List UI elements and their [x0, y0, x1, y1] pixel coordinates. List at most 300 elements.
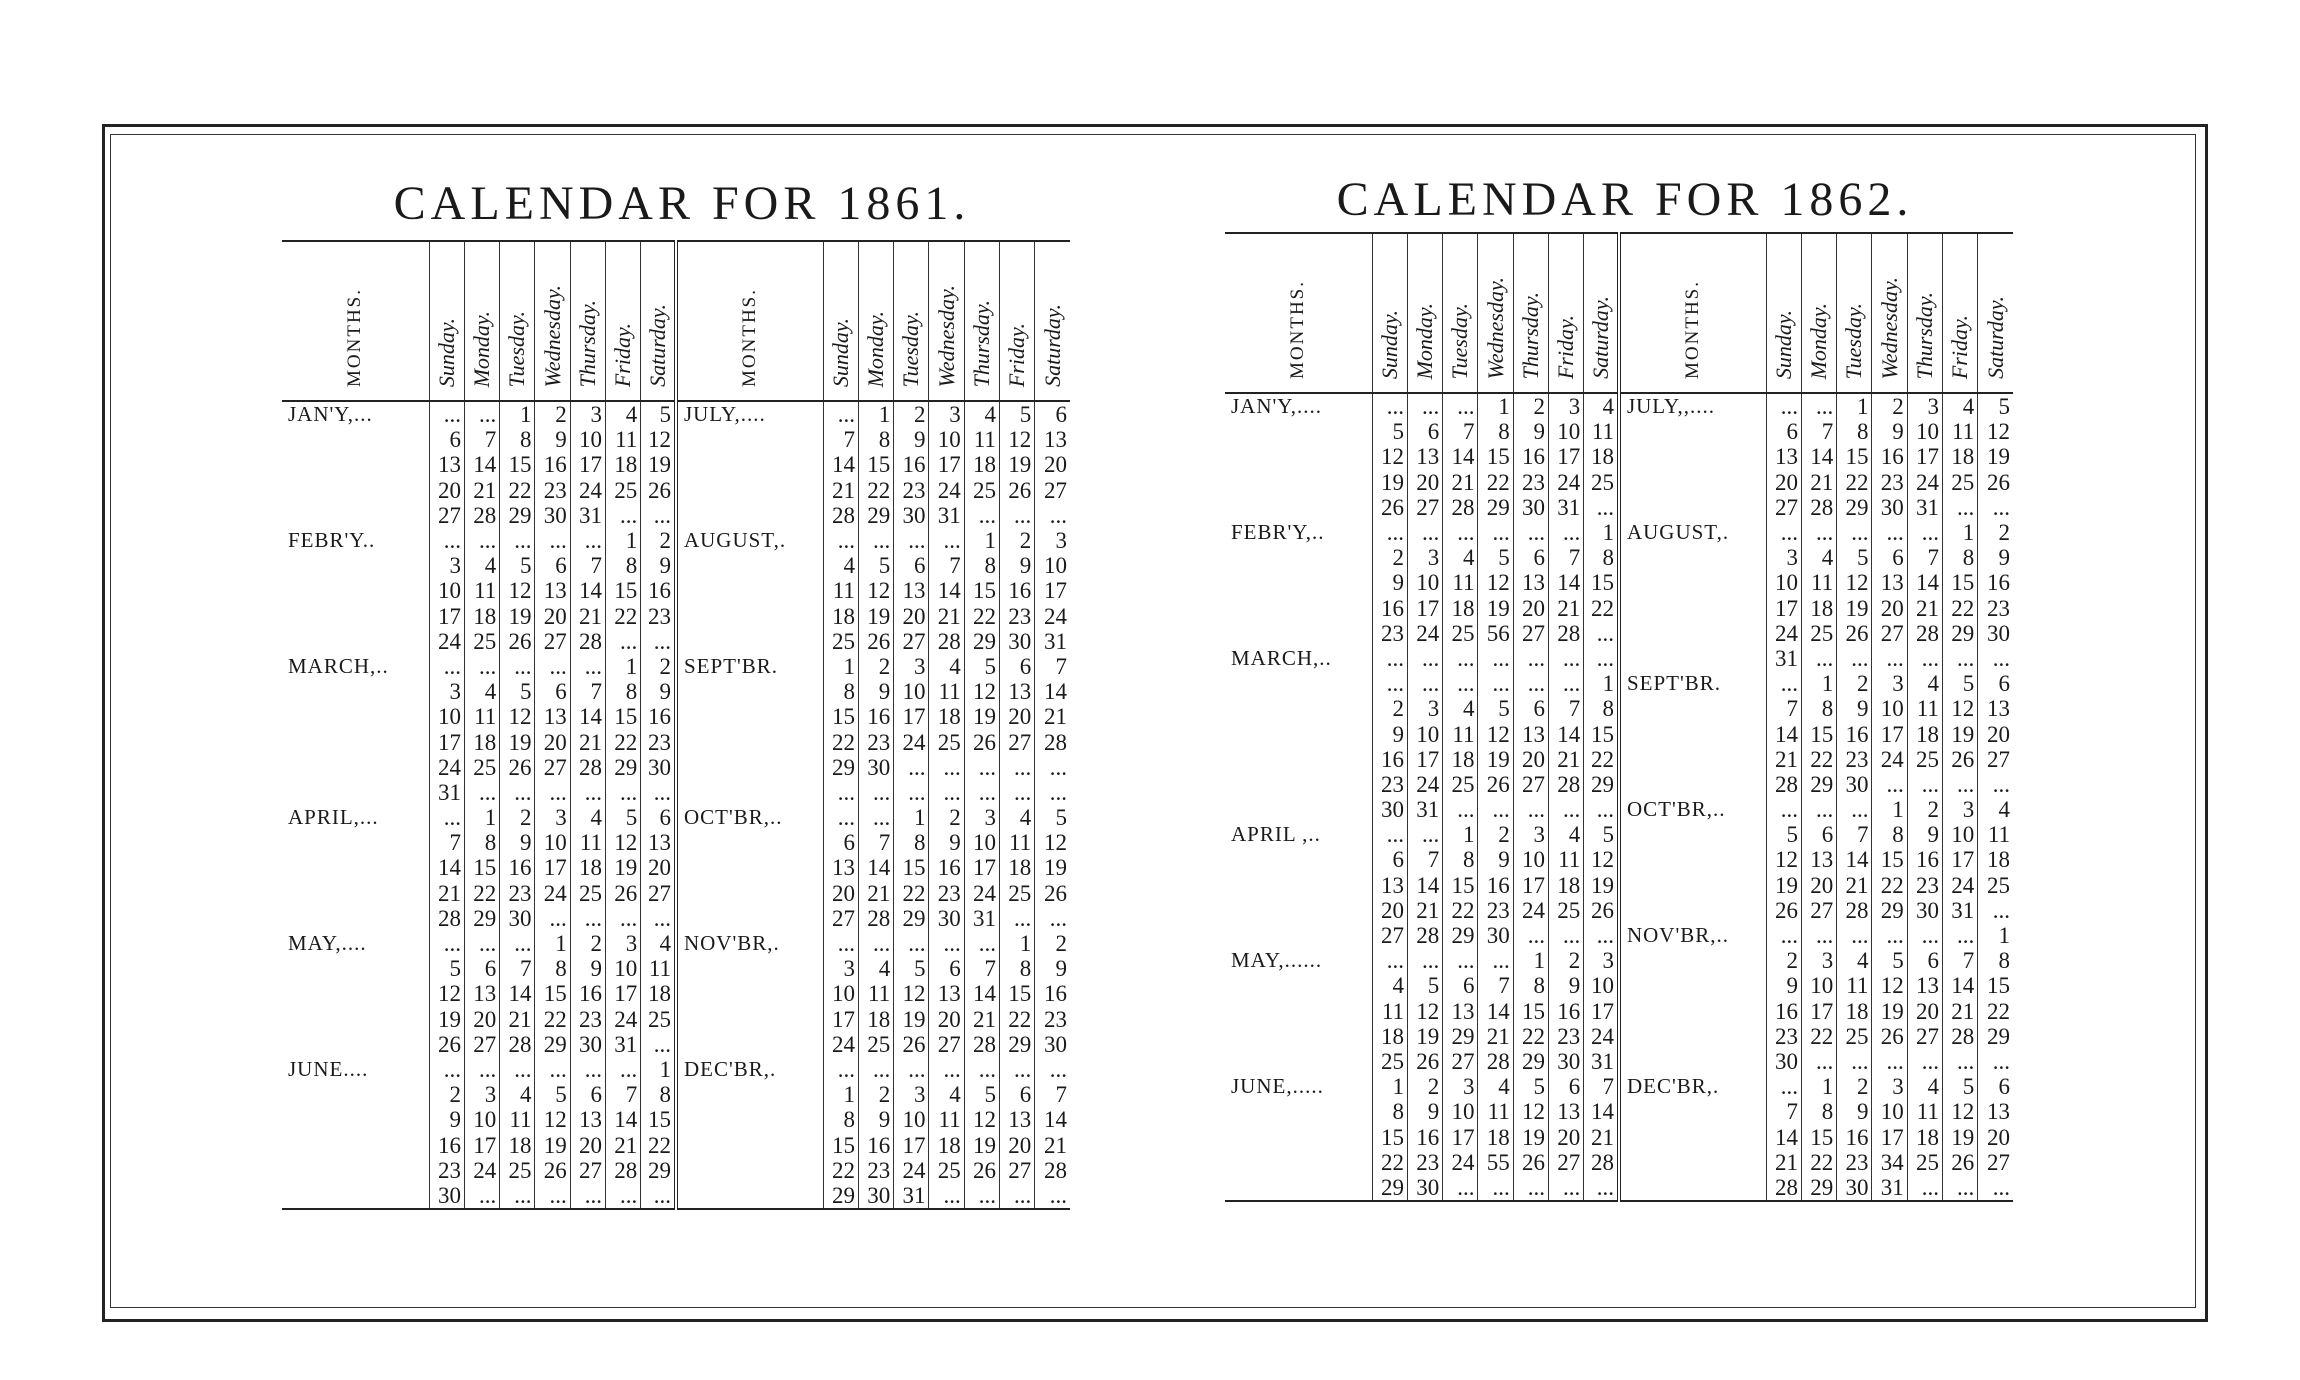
- day-cell: 30: [894, 503, 929, 528]
- day-cell: ...: [1478, 520, 1513, 545]
- weekday-header-label: Thursday.: [1911, 291, 1937, 379]
- day-cell: 16: [1766, 999, 1801, 1024]
- weekday-column-header: [570, 241, 605, 401]
- day-cell: 26: [858, 629, 893, 654]
- month-label-empty: [282, 704, 429, 729]
- day-cell: 4: [929, 654, 964, 679]
- month-label-empty: [1619, 948, 1766, 973]
- weekday-column-header: [1837, 233, 1872, 393]
- month-label-empty: [1225, 797, 1372, 822]
- month-label-empty: [676, 478, 823, 503]
- day-cell: ...: [1978, 1049, 2013, 1074]
- day-cell: 12: [1035, 830, 1070, 855]
- day-cell: ...: [964, 931, 999, 956]
- day-cell: 30: [858, 755, 893, 780]
- day-cell: 28: [1035, 1158, 1070, 1183]
- month-label-empty: [282, 1158, 429, 1183]
- table-row: [282, 931, 1070, 956]
- day-cell: 13: [999, 679, 1034, 704]
- weekday-column-header: [929, 241, 964, 401]
- months-header-label: MONTHS.: [1682, 280, 1704, 379]
- day-cell: 26: [1766, 898, 1801, 923]
- day-cell: 28: [1035, 729, 1070, 754]
- month-label-empty: [1225, 495, 1372, 520]
- month-label-empty: [282, 1183, 429, 1209]
- day-cell: 21: [1548, 596, 1583, 621]
- day-cell: ...: [1372, 520, 1407, 545]
- month-label-empty: [282, 981, 429, 1006]
- month-label-empty: [676, 553, 823, 578]
- day-cell: ...: [999, 503, 1034, 528]
- day-cell: 18: [1907, 721, 1942, 746]
- day-cell: 14: [1407, 873, 1442, 898]
- month-label: OCT'BR,..: [676, 805, 823, 830]
- day-cell: 17: [1407, 747, 1442, 772]
- day-cell: 25: [964, 478, 999, 503]
- day-cell: 19: [1872, 999, 1907, 1024]
- day-cell: 21: [1907, 596, 1942, 621]
- table-row: [282, 503, 1070, 528]
- day-cell: 7: [1035, 654, 1070, 679]
- day-cell: 6: [999, 1082, 1034, 1107]
- day-cell: 13: [1872, 570, 1907, 595]
- month-label-empty: [1619, 1175, 1766, 1201]
- calendar-table-1861: [282, 240, 1070, 1210]
- day-cell: 7: [1766, 1099, 1801, 1124]
- day-cell: ...: [500, 1183, 535, 1209]
- day-cell: 15: [1372, 1124, 1407, 1149]
- months-column-header: [282, 241, 429, 401]
- day-cell: 20: [1907, 999, 1942, 1024]
- day-cell: 29: [1443, 923, 1478, 948]
- day-cell: 4: [1443, 545, 1478, 570]
- day-cell: 16: [929, 855, 964, 880]
- day-cell: 21: [858, 881, 893, 906]
- day-cell: ...: [641, 629, 676, 654]
- day-cell: 23: [1407, 1150, 1442, 1175]
- day-cell: 12: [500, 578, 535, 603]
- day-cell: 6: [535, 679, 570, 704]
- month-label-empty: [1619, 1124, 1766, 1149]
- day-cell: 27: [1766, 495, 1801, 520]
- day-cell: ...: [1513, 646, 1548, 671]
- weekday-column-header: [1513, 233, 1548, 393]
- day-cell: 4: [1478, 1074, 1513, 1099]
- day-cell: 25: [464, 629, 499, 654]
- day-cell: 31: [570, 503, 605, 528]
- month-label-empty: [676, 755, 823, 780]
- day-cell: ...: [1443, 646, 1478, 671]
- day-cell: 21: [570, 604, 605, 629]
- day-cell: 20: [1872, 596, 1907, 621]
- day-cell: 8: [1942, 545, 1977, 570]
- day-cell: 18: [605, 452, 640, 477]
- day-cell: 28: [1801, 495, 1836, 520]
- day-cell: 11: [1443, 570, 1478, 595]
- day-cell: 16: [1478, 873, 1513, 898]
- months-header-label: MONTHS.: [739, 288, 761, 387]
- weekday-column-header: [500, 241, 535, 401]
- day-cell: 1: [1584, 520, 1619, 545]
- day-cell: 24: [1035, 604, 1070, 629]
- day-cell: 7: [500, 956, 535, 981]
- month-label-empty: [282, 830, 429, 855]
- day-cell: 30: [641, 755, 676, 780]
- day-cell: ...: [1907, 1049, 1942, 1074]
- day-cell: 11: [964, 427, 999, 452]
- month-label-empty: [282, 855, 429, 880]
- day-cell: 2: [535, 401, 570, 427]
- day-cell: 23: [570, 1007, 605, 1032]
- day-cell: 5: [1978, 393, 2013, 419]
- day-cell: 23: [641, 604, 676, 629]
- day-cell: 19: [500, 729, 535, 754]
- month-label-empty: [1225, 419, 1372, 444]
- day-cell: 23: [1872, 470, 1907, 495]
- month-label-empty: [676, 881, 823, 906]
- day-cell: 27: [1513, 621, 1548, 646]
- day-cell: 20: [1513, 596, 1548, 621]
- day-cell: 19: [1942, 721, 1977, 746]
- day-cell: 2: [894, 401, 929, 427]
- day-cell: ...: [429, 401, 464, 427]
- day-cell: 6: [1801, 822, 1836, 847]
- day-cell: 15: [1513, 999, 1548, 1024]
- day-cell: 23: [1837, 1150, 1872, 1175]
- day-cell: 4: [570, 805, 605, 830]
- day-cell: 5: [999, 401, 1034, 427]
- day-cell: 8: [641, 1082, 676, 1107]
- day-cell: 19: [1372, 470, 1407, 495]
- day-cell: 29: [641, 1158, 676, 1183]
- day-cell: 2: [1513, 393, 1548, 419]
- month-label-empty: [282, 427, 429, 452]
- day-cell: 30: [535, 503, 570, 528]
- day-cell: 24: [1942, 873, 1977, 898]
- day-cell: ...: [1035, 906, 1070, 931]
- day-cell: 2: [641, 654, 676, 679]
- day-cell: 14: [1443, 444, 1478, 469]
- day-cell: 13: [1372, 873, 1407, 898]
- day-cell: 12: [1978, 419, 2013, 444]
- day-cell: 16: [1513, 444, 1548, 469]
- day-cell: 1: [500, 401, 535, 427]
- day-cell: 3: [1942, 797, 1977, 822]
- day-cell: 19: [1035, 855, 1070, 880]
- day-cell: 6: [929, 956, 964, 981]
- day-cell: 3: [605, 931, 640, 956]
- day-cell: ...: [1942, 923, 1977, 948]
- day-cell: 14: [1035, 1107, 1070, 1132]
- day-cell: 25: [1443, 621, 1478, 646]
- table-row: [282, 855, 1070, 880]
- day-cell: 26: [500, 755, 535, 780]
- day-cell: 4: [1942, 393, 1977, 419]
- day-cell: 17: [1872, 1124, 1907, 1149]
- day-cell: 8: [1584, 545, 1619, 570]
- day-cell: ...: [1584, 495, 1619, 520]
- day-cell: 16: [1837, 721, 1872, 746]
- table-row: [1225, 671, 2013, 696]
- day-cell: 20: [1978, 1124, 2013, 1149]
- day-cell: 16: [1872, 444, 1907, 469]
- day-cell: 11: [570, 830, 605, 855]
- month-label-empty: [1225, 898, 1372, 923]
- day-cell: ...: [429, 1057, 464, 1082]
- day-cell: 25: [929, 729, 964, 754]
- day-cell: 11: [1584, 419, 1619, 444]
- weekday-column-header: [964, 241, 999, 401]
- month-label-empty: [282, 881, 429, 906]
- day-cell: 1: [535, 931, 570, 956]
- weekday-header-label: Tuesday.: [898, 310, 924, 387]
- day-cell: 7: [1837, 822, 1872, 847]
- day-cell: 8: [1978, 948, 2013, 973]
- day-cell: 4: [464, 679, 499, 704]
- day-cell: 10: [1872, 1099, 1907, 1124]
- day-cell: 3: [1407, 696, 1442, 721]
- calendar-title-1862: CALENDAR FOR 1862.: [1336, 173, 1914, 226]
- day-cell: 22: [464, 881, 499, 906]
- day-cell: 18: [570, 855, 605, 880]
- day-cell: 3: [429, 553, 464, 578]
- month-label-empty: [282, 755, 429, 780]
- day-cell: 13: [999, 1107, 1034, 1132]
- day-cell: 24: [823, 1032, 858, 1057]
- day-cell: 19: [1942, 1124, 1977, 1149]
- month-label: SEPT'BR.: [1619, 671, 1766, 696]
- day-cell: ...: [964, 780, 999, 805]
- day-cell: 18: [1837, 999, 1872, 1024]
- day-cell: 13: [535, 578, 570, 603]
- day-cell: 24: [1584, 1024, 1619, 1049]
- day-cell: 29: [1584, 772, 1619, 797]
- day-cell: 4: [1978, 797, 2013, 822]
- day-cell: ...: [464, 931, 499, 956]
- day-cell: 4: [1801, 545, 1836, 570]
- weekday-header-label: Friday.: [610, 322, 636, 387]
- month-label-empty: [1225, 444, 1372, 469]
- table-row: [282, 881, 1070, 906]
- day-cell: 30: [858, 1183, 893, 1209]
- day-cell: 28: [1443, 495, 1478, 520]
- day-cell: ...: [1766, 393, 1801, 419]
- month-label: NOV'BR,..: [1619, 923, 1766, 948]
- month-label: JAN'Y,....: [1231, 394, 1322, 419]
- table-row: [282, 1007, 1070, 1032]
- day-cell: 2: [858, 1082, 893, 1107]
- day-cell: 2: [500, 805, 535, 830]
- day-cell: 22: [605, 729, 640, 754]
- day-cell: ...: [535, 906, 570, 931]
- day-cell: 3: [1513, 822, 1548, 847]
- day-cell: 17: [464, 1132, 499, 1157]
- day-cell: 8: [605, 553, 640, 578]
- day-cell: 11: [1942, 419, 1977, 444]
- day-cell: 22: [858, 478, 893, 503]
- day-cell: ...: [605, 1057, 640, 1082]
- day-cell: 25: [1978, 873, 2013, 898]
- month-label-empty: [282, 1132, 429, 1157]
- day-cell: 5: [1872, 948, 1907, 973]
- day-cell: 14: [858, 855, 893, 880]
- day-cell: 31: [894, 1183, 929, 1209]
- day-cell: 8: [535, 956, 570, 981]
- day-cell: 12: [1872, 973, 1907, 998]
- month-label-empty: [282, 956, 429, 981]
- day-cell: 2: [1372, 545, 1407, 570]
- month-label-empty: [1225, 873, 1372, 898]
- day-cell: 12: [858, 578, 893, 603]
- weekday-header-label: Monday.: [469, 310, 495, 387]
- day-cell: 13: [1907, 973, 1942, 998]
- day-cell: ...: [1978, 772, 2013, 797]
- day-cell: 14: [570, 704, 605, 729]
- day-cell: 17: [929, 452, 964, 477]
- month-label-empty: [676, 1107, 823, 1132]
- table-row: [1225, 923, 2013, 948]
- weekday-column-header: [605, 241, 640, 401]
- day-cell: 23: [894, 478, 929, 503]
- day-cell: ...: [605, 780, 640, 805]
- day-cell: ...: [500, 1057, 535, 1082]
- day-cell: 25: [641, 1007, 676, 1032]
- day-cell: 26: [1942, 747, 1977, 772]
- day-cell: 7: [464, 427, 499, 452]
- day-cell: ...: [1035, 1183, 1070, 1209]
- months-header-label: MONTHS.: [344, 288, 366, 387]
- day-cell: 29: [1872, 898, 1907, 923]
- day-cell: 24: [929, 478, 964, 503]
- day-cell: 26: [1407, 1049, 1442, 1074]
- day-cell: ...: [929, 528, 964, 553]
- day-cell: 11: [1801, 570, 1836, 595]
- day-cell: 7: [1478, 973, 1513, 998]
- day-cell: 8: [1372, 1099, 1407, 1124]
- day-cell: 9: [858, 1107, 893, 1132]
- day-cell: ...: [570, 528, 605, 553]
- day-cell: ...: [1837, 923, 1872, 948]
- month-label-empty: [282, 679, 429, 704]
- weekday-header-label: Friday.: [1947, 314, 1973, 379]
- day-cell: 18: [1443, 596, 1478, 621]
- day-cell: 20: [1407, 470, 1442, 495]
- day-cell: ...: [1584, 1175, 1619, 1201]
- table-row: [1225, 520, 2013, 545]
- month-label-empty: [282, 1082, 429, 1107]
- day-cell: 21: [1407, 898, 1442, 923]
- day-cell: 16: [858, 704, 893, 729]
- day-cell: ...: [823, 805, 858, 830]
- day-cell: ...: [894, 755, 929, 780]
- day-cell: 27: [641, 881, 676, 906]
- day-cell: 29: [964, 629, 999, 654]
- day-cell: 9: [535, 427, 570, 452]
- day-cell: 22: [1872, 873, 1907, 898]
- day-cell: 4: [1548, 822, 1583, 847]
- day-cell: 5: [1584, 822, 1619, 847]
- weekday-column-header: [999, 241, 1034, 401]
- day-cell: ...: [1942, 1049, 1977, 1074]
- day-cell: 1: [823, 654, 858, 679]
- day-cell: 18: [1978, 847, 2013, 872]
- day-cell: 3: [1548, 393, 1583, 419]
- day-cell: 19: [500, 604, 535, 629]
- month-label-empty: [1619, 444, 1766, 469]
- day-cell: 29: [823, 755, 858, 780]
- day-cell: ...: [929, 755, 964, 780]
- day-cell: ...: [570, 906, 605, 931]
- table-row: [1225, 973, 2013, 998]
- day-cell: 31: [1942, 898, 1977, 923]
- weekday-column-header: [1478, 233, 1513, 393]
- day-cell: 9: [1837, 1099, 1872, 1124]
- table-row: [1225, 1049, 2013, 1074]
- day-cell: 29: [858, 503, 893, 528]
- day-cell: 21: [1035, 704, 1070, 729]
- day-cell: 18: [1478, 1124, 1513, 1149]
- day-cell: ...: [1907, 772, 1942, 797]
- table-row: [1225, 495, 2013, 520]
- day-cell: 29: [1372, 1175, 1407, 1201]
- day-cell: 6: [999, 654, 1034, 679]
- day-cell: 7: [964, 956, 999, 981]
- day-cell: 4: [1372, 973, 1407, 998]
- weekday-column-header: [1801, 233, 1836, 393]
- calendar-title-1861: CALENDAR FOR 1861.: [393, 177, 971, 230]
- day-cell: 16: [1548, 999, 1583, 1024]
- month-label-empty: [1225, 696, 1372, 721]
- day-cell: ...: [1407, 822, 1442, 847]
- day-cell: 18: [464, 729, 499, 754]
- day-cell: 10: [1801, 973, 1836, 998]
- weekday-column-header: [1548, 233, 1583, 393]
- month-label-empty: [282, 452, 429, 477]
- day-cell: 13: [1978, 696, 2013, 721]
- day-cell: 5: [605, 805, 640, 830]
- day-cell: 20: [641, 855, 676, 880]
- weekday-column-header: [1407, 233, 1442, 393]
- month-label: MARCH,..: [288, 653, 389, 678]
- day-cell: 10: [1766, 570, 1801, 595]
- day-cell: 11: [929, 679, 964, 704]
- table-row: [1225, 797, 2013, 822]
- day-cell: 3: [1872, 1074, 1907, 1099]
- month-label-empty: [676, 629, 823, 654]
- day-cell: 10: [570, 427, 605, 452]
- day-cell: 22: [641, 1132, 676, 1157]
- month-label-empty: [1619, 696, 1766, 721]
- month-label-empty: [676, 503, 823, 528]
- day-cell: 7: [1407, 847, 1442, 872]
- day-cell: 5: [1478, 696, 1513, 721]
- day-cell: 26: [894, 1032, 929, 1057]
- day-cell: 19: [1766, 873, 1801, 898]
- weekday-column-header: [1978, 233, 2013, 393]
- day-cell: 3: [1407, 545, 1442, 570]
- day-cell: 7: [605, 1082, 640, 1107]
- day-cell: 20: [999, 1132, 1034, 1157]
- month-label-empty: [282, 906, 429, 931]
- month-label-empty: [1225, 570, 1372, 595]
- day-cell: 12: [1837, 570, 1872, 595]
- day-cell: 15: [1978, 973, 2013, 998]
- day-cell: 6: [1872, 545, 1907, 570]
- table-row: [1225, 1124, 2013, 1149]
- day-cell: ...: [464, 1183, 499, 1209]
- day-cell: 15: [1801, 1124, 1836, 1149]
- day-cell: ...: [1478, 671, 1513, 696]
